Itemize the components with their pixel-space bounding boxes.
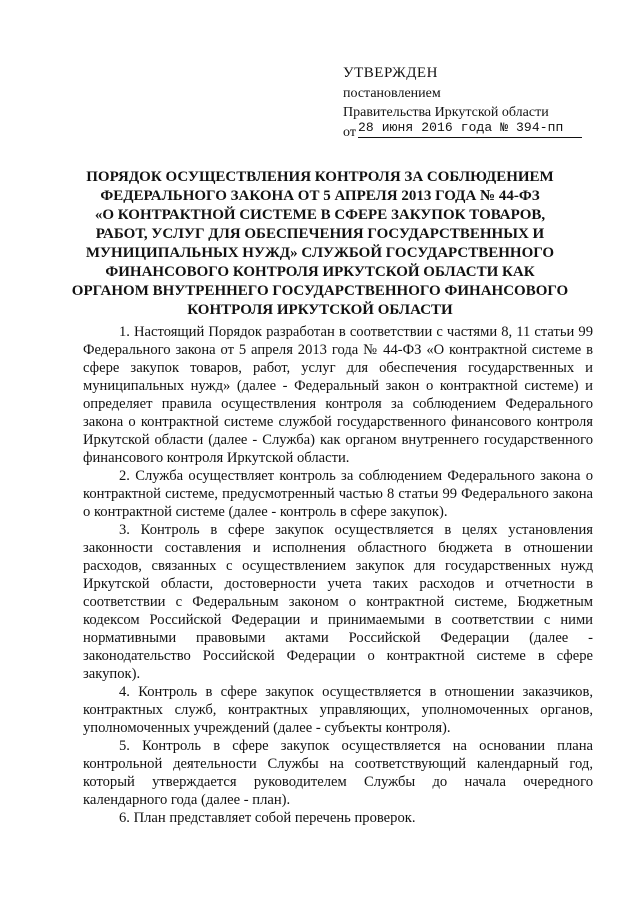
title-line: МУНИЦИПАЛЬНЫХ НУЖД» СЛУЖБОЙ ГОСУДАРСТВЕННОГО — [85, 245, 555, 261]
title-line: РАБОТ, УСЛУГ ДЛЯ ОБЕСПЕЧЕНИЯ ГОСУДАРСТВЕННЫХ И — [95, 226, 545, 242]
approved-heading: УТВЕРЖДЕН — [343, 65, 438, 81]
paragraph-3: 3. Контроль в сфере закупок осуществляется в целях установления законности составления и исполнения областного бюджета в отношении расходов, связанных с осуществлением закупок для государственных нужд Иркутской области, достоверности учета таких расходов и отчетности в соответствии с Федеральным законом о контрактной системе, Бюджетным кодексом Российской Федерации и принимаемыми в соответствии с ними нормативными правовыми актами Российской Федерации (далее - законодательство Российской Федерации о контрактной системе в сфере закупок). — [83, 522, 593, 682]
paragraph-1: 1. Настоящий Порядок разработан в соответствии с частями 8, 11 статьи 99 Федерального закона от 5 апреля 2013 года № 44-ФЗ «О контрактной системе в сфере закупок товаров, работ, услуг для обеспечения государственных и муниципальных нужд» (далее - Федеральный закон о контрактной системе) и определяет правила осуществления контроля за соблюдением Федерального закона о контрактной системе службой государственного финансового контроля Иркутской области (далее - Служба) как органом внутреннего государственного финансового контроля Иркутской области. — [83, 324, 593, 466]
title-line: ОРГАНОМ ВНУТРЕННЕГО ГОСУДАРСТВЕННОГО ФИНАНСОВОГО — [71, 283, 569, 299]
approval-line-resolution: постановлением — [343, 86, 441, 101]
document-body — [83, 323, 593, 827]
approval-date-value: 28 июня 2016 года № 394-пп — [358, 118, 582, 138]
approval-date-line — [343, 122, 613, 142]
document-title — [70, 168, 570, 320]
paragraph-4: 4. Контроль в сфере закупок осуществляется в отношении заказчиков, контрактных служб, контрактных управляющих, уполномоченных органов, уполномоченных учреждений (далее - субъекты контроля). — [83, 684, 593, 736]
approval-date-prefix: от — [343, 125, 356, 140]
approval-stamp — [343, 64, 613, 142]
paragraph-2: 2. Служба осуществляет контроль за соблюдением Федерального закона о контрактной системе, предусмотренный частью 8 статьи 99 Федерального закона о контрактной системе (далее - контроль в сфере закупок). — [83, 468, 593, 520]
paragraph-6: 6. План представляет собой перечень проверок. — [119, 810, 416, 826]
title-line: КОНТРОЛЯ ИРКУТСКОЙ ОБЛАСТИ — [187, 302, 453, 318]
title-line: ПОРЯДОК ОСУЩЕСТВЛЕНИЯ КОНТРОЛЯ ЗА СОБЛЮДЕНИЕМ — [86, 169, 554, 185]
title-line: «О КОНТРАКТНОЙ СИСТЕМЕ В СФЕРЕ ЗАКУПОК ТОВАРОВ, — [94, 207, 546, 223]
approval-line-government: Правительства Иркутской области — [343, 105, 549, 120]
title-line: ФИНАНСОВОГО КОНТРОЛЯ ИРКУТСКОЙ ОБЛАСТИ КАК — [105, 264, 535, 280]
title-line: ФЕДЕРАЛЬНОГО ЗАКОНА ОТ 5 АПРЕЛЯ 2013 ГОДА № 44-ФЗ — [100, 188, 540, 204]
paragraph-5: 5. Контроль в сфере закупок осуществляется на основании плана контрольной деятельности Службы на соответствующий календарный год, который утверждается руководителем Службы до начала очередного календарного года (далее - план). — [83, 738, 593, 808]
